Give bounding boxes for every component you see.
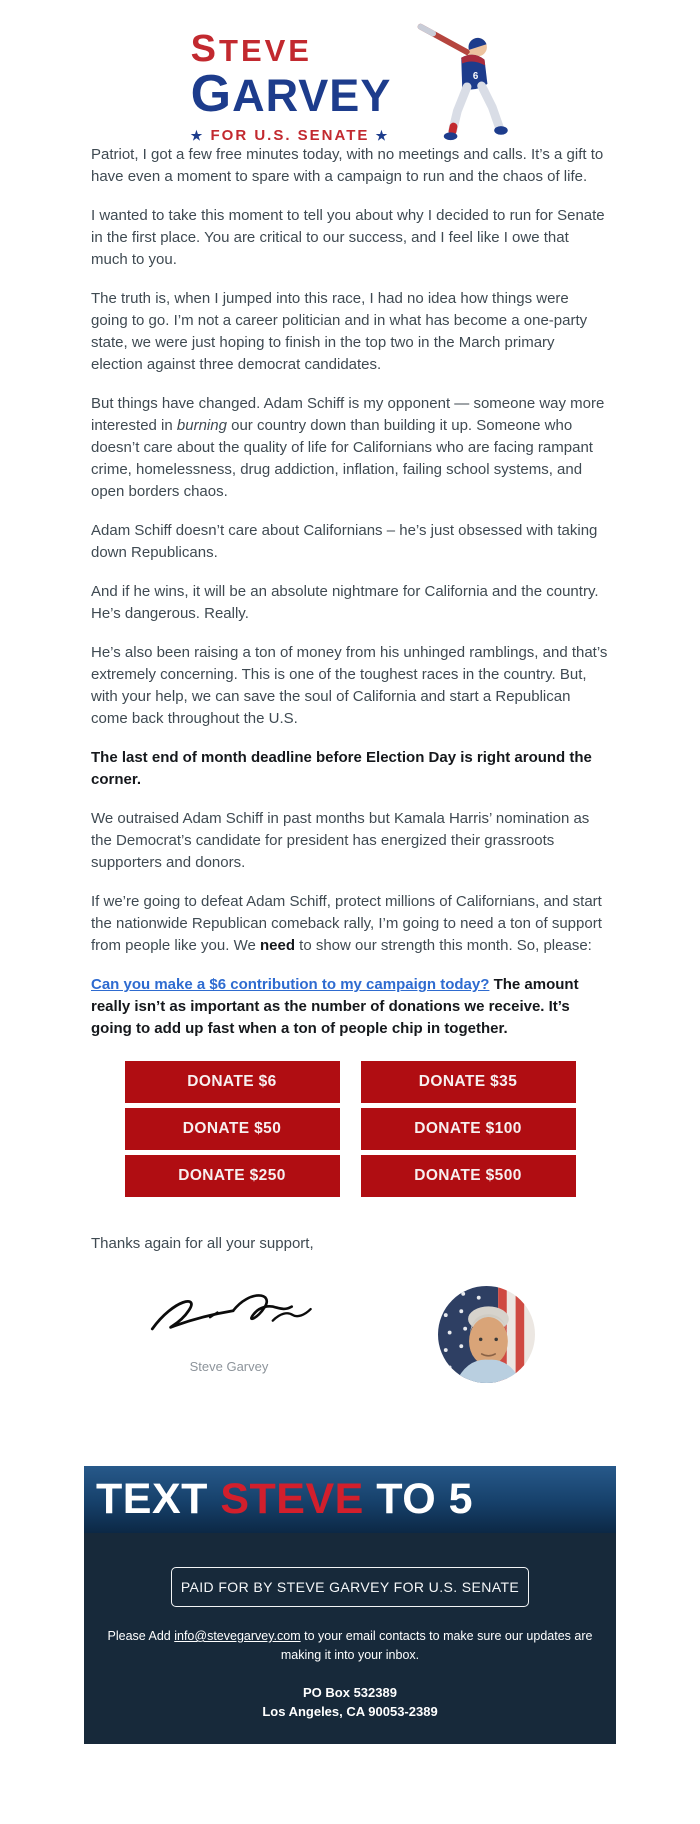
banner-text-red: STEVE (220, 1475, 364, 1523)
unsubscribe-text: Unsubscribe (301, 1743, 374, 1758)
text-run: The truth is, when I jumped into this race, I had no idea how things were going to go. I’m not a career politician and in what has become a one-party state, we were just hoping to finish in the top two in the March primary election against three democrat candidates. (91, 290, 588, 373)
logo-text-block (191, 22, 392, 144)
address-line-1: PO Box 532389 (303, 1684, 397, 1700)
logo-steve-text: STEVE (190, 28, 312, 70)
donate-button-50[interactable]: DONATE $50 (125, 1108, 340, 1150)
donate-button-500[interactable]: DONATE $500 (361, 1155, 576, 1197)
text-run: But things have changed. Adam Schiff is my opponent — someone way more interested in (91, 395, 605, 434)
donate-grid (91, 1061, 609, 1197)
closing-thanks: Thanks again for all your support, (91, 1235, 314, 1252)
paid-for-disclaimer: PAID FOR BY STEVE GARVEY FOR U.S. SENATE (171, 1567, 529, 1607)
banner-text: TO 5 (363, 1475, 474, 1523)
logo-senate-text (191, 127, 392, 144)
body-paragraph (91, 205, 609, 271)
contact-text: to your email contacts to make sure our updates are making it into your inbox. (280, 1629, 593, 1663)
text-run: Adam Schiff doesn’t care about Californians – he’s just obsessed with taking down Republicans. (91, 522, 598, 561)
text-run: burning (176, 417, 227, 434)
star-icon: ★ (190, 128, 205, 144)
contact-text: Please Add (107, 1629, 175, 1643)
baseball-player-illustration (397, 18, 509, 144)
signature-image (129, 1286, 329, 1352)
email-content (91, 144, 609, 1390)
contribution-link[interactable]: Can you make a $6 contribution to my campaign today? (91, 976, 490, 993)
campaign-logo (0, 0, 700, 145)
email-link[interactable]: info@stevegarvey.com (174, 1629, 301, 1643)
text-run: need (259, 937, 295, 954)
body-paragraph (91, 747, 609, 791)
email-body (91, 144, 609, 1040)
body-paragraph (91, 974, 609, 1040)
donate-button-6[interactable]: DONATE $6 (125, 1061, 340, 1103)
body-paragraph (91, 520, 609, 564)
text-run: to show our strength this month. So, please: (295, 937, 592, 954)
body-paragraph (91, 808, 609, 874)
body-paragraph (91, 891, 609, 957)
body-paragraph (91, 288, 609, 376)
star-icon: ★ (375, 128, 390, 144)
text-run: He’s also been raising a ton of money from his unhinged ramblings, and that’s extremely concerning. This is one of the toughest races in the country. But, with your help, we can save the soul of California and start a Republican come back throughout the U.S. (91, 644, 608, 727)
mailing-address (84, 1683, 616, 1722)
body-paragraph (91, 581, 609, 625)
signature-block (119, 1286, 339, 1374)
text-run: We outraised Adam Schiff in past months but Kamala Harris’ nomination as the Democrat’s candidate for president has energized their grassroots supporters and donors. (91, 810, 590, 871)
text-steve-banner (84, 1466, 616, 1533)
logo-garvey-text: GARVEY (190, 65, 392, 123)
signature-name: Steve Garvey (189, 1359, 269, 1374)
unsubscribe-link[interactable]: here (373, 1743, 399, 1758)
text-run: I wanted to take this moment to tell you about why I decided to run for Senate in the first place. You are critical to our success, and I feel like I owe that much to you. (91, 207, 605, 268)
text-run: If we’re going to defeat Adam Schiff, protect millions of Californians, and start the nationwide Republican comeback rally, I’m going to need a ton of support from people like you. We (91, 893, 602, 954)
text-run: And if he wins, it will be an absolute nightmare for California and the country. He’s dangerous. Really. (91, 583, 599, 622)
donate-button-35[interactable]: DONATE $35 (361, 1061, 576, 1103)
body-paragraph (91, 393, 609, 503)
contact-note (107, 1627, 593, 1666)
body-paragraph (91, 642, 609, 730)
banner-text: TEXT (96, 1475, 221, 1523)
body-paragraph (91, 144, 609, 188)
svg-text:6: 6 (473, 71, 479, 83)
text-run: The amount really isn’t as important as the number of donations we receive. It’s going to add up fast when a ton of people chip in together. (91, 976, 579, 1037)
logo-senate-label: FOR U.S. SENATE (210, 127, 370, 145)
donate-button-250[interactable]: DONATE $250 (125, 1155, 340, 1197)
unsubscribe-row (84, 1744, 616, 1758)
text-run: Patriot, I got a few free minutes today, with no meetings and calls. It’s a gift to have even a moment to spare with a campaign to run and the chaos of life. (91, 146, 604, 185)
text-run: The last end of month deadline before Election Day is right around the corner. (91, 749, 592, 788)
steve-garvey-photo (438, 1286, 535, 1383)
email-footer (84, 1466, 616, 1758)
donate-button-100[interactable]: DONATE $100 (361, 1108, 576, 1150)
address-line-2: Los Angeles, CA 90053-2389 (262, 1704, 438, 1720)
signature-row (91, 1272, 609, 1390)
text-run: our country down than building it up. Someone who doesn’t care about the quality of life for Californians who are facing rampant crime, homelessness, drug addiction, inflation, failing school systems, and open borders chaos. (91, 417, 593, 500)
